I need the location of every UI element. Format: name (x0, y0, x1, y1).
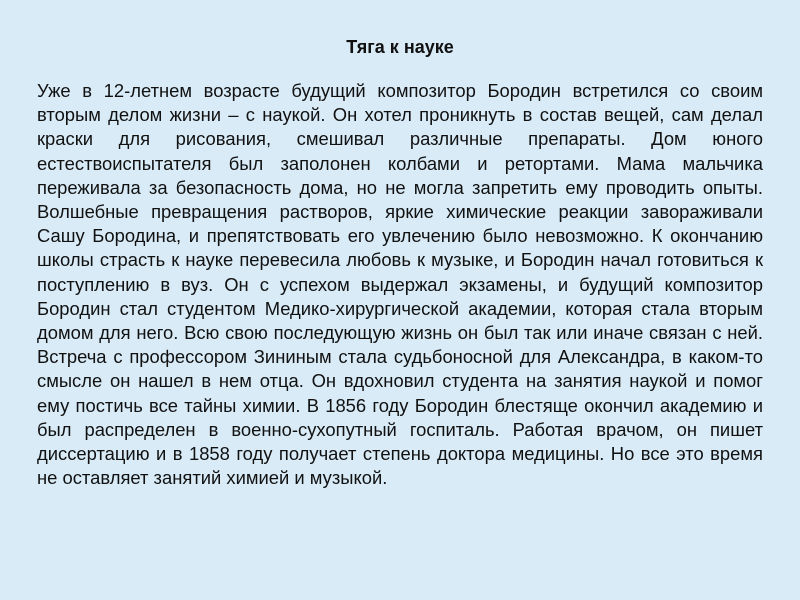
document-title: Тяга к науке (346, 37, 454, 57)
document-paragraph: Уже в 12-летнем возрасте будущий композитор Бородин встретился со своим вторым делом жизни – с наукой. Он хотел проникнуть в состав вещей, сам делал краски для рисования, смешивал различные препараты. Дом юного естествоиспытателя был заполонен колбами и ретортами. Мама мальчика переживала за безопасность дома, но не могла запретить ему проводить опыты. Волшебные превращения растворов, яркие химические реакции завораживали Сашу Бородина, и препятствовать его увлечению было невозможно. К окончанию школы страсть к науке перевесила любовь к музыке, и Бородин начал готовиться к поступлению в вуз. Он с успехом выдержал экзамены, и будущий композитор Бородин стал студентом Медико-хирургической академии, которая стала вторым домом для него. Всю свою последующую жизнь он был так или иначе связан с ней. Встреча с профессором Зининым стала судьбоносной для Александра, в каком-то смысле он нашел в нем отца. Он вдохновил студента на занятия наукой и помог ему постичь все тайны химии. В 1856 году Бородин блестяще окончил академию и был распределен в военно-сухопутный госпиталь. Работая врачом, он пишет диссертацию и в 1858 году получает степень доктора медицины. Но все это время не оставляет занятий химией и музыкой. (37, 80, 763, 489)
